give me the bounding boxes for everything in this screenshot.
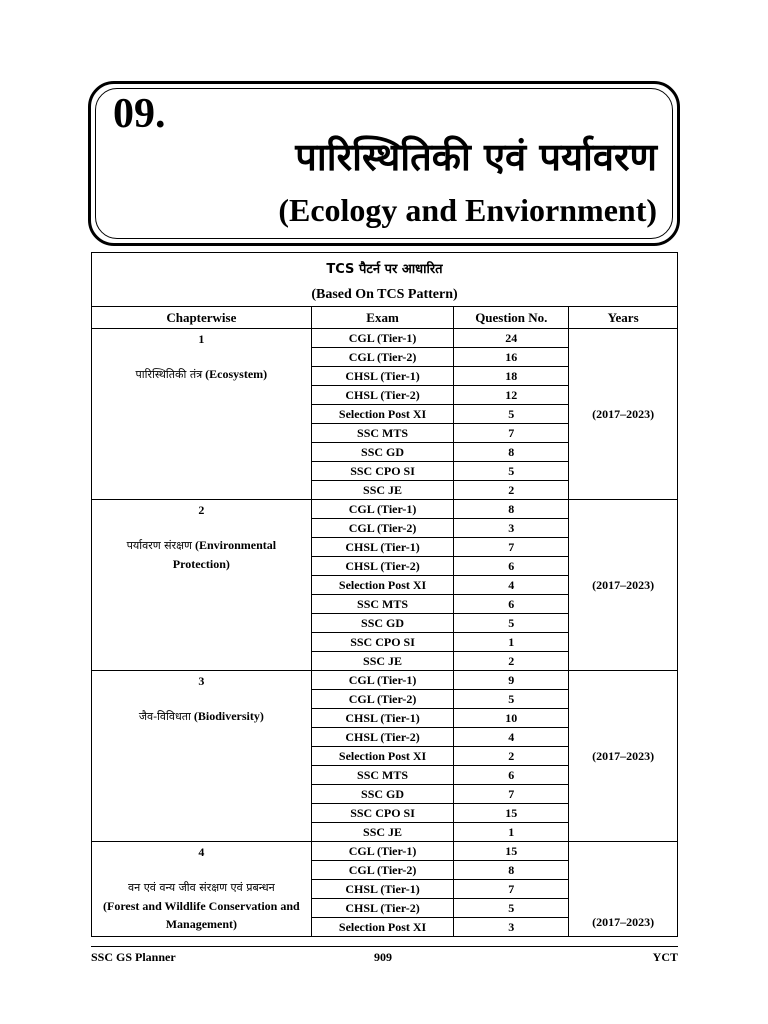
table-title-english: (Based On TCS Pattern) xyxy=(311,286,458,302)
chapter-name-hindi: पर्यावरण संरक्षण xyxy=(126,539,192,552)
chapter-cell xyxy=(92,329,312,500)
exam-cell: CHSL (Tier-2) xyxy=(311,728,454,747)
question-count-cell: 2 xyxy=(454,747,569,766)
table-row xyxy=(92,329,678,348)
question-count-cell: 1 xyxy=(454,633,569,652)
exam-cell: CHSL (Tier-1) xyxy=(311,538,454,557)
exam-cell: SSC MTS xyxy=(311,595,454,614)
exam-cell: SSC GD xyxy=(311,443,454,462)
question-count-cell: 3 xyxy=(454,519,569,538)
years-cell: (2017–2023) xyxy=(569,671,678,842)
table-row xyxy=(92,500,678,519)
exam-cell: CHSL (Tier-1) xyxy=(311,709,454,728)
question-count-cell: 15 xyxy=(454,804,569,823)
footer-publisher: YCT xyxy=(652,950,678,964)
chapter-name-hindi: वन एवं वन्य जीव संरक्षण एवं प्रबन्धन xyxy=(128,881,275,894)
chapter-cell xyxy=(92,671,312,842)
chapter-name xyxy=(92,365,311,384)
question-count-cell: 3 xyxy=(454,918,569,937)
exam-cell: CGL (Tier-1) xyxy=(311,671,454,690)
question-count-cell: 5 xyxy=(454,614,569,633)
exam-cell: SSC MTS xyxy=(311,424,454,443)
chapter-name-hindi: पारिस्थितिकी तंत्र xyxy=(135,368,203,381)
question-count-cell: 2 xyxy=(454,652,569,671)
chapter-name-english: (Forest and Wildlife Conservation and Management) xyxy=(103,899,300,931)
question-count-cell: 2 xyxy=(454,481,569,500)
years-cell: (2017–2023) xyxy=(569,329,678,500)
exam-cell: CHSL (Tier-2) xyxy=(311,386,454,405)
exam-cell: CHSL (Tier-2) xyxy=(311,557,454,576)
question-count-cell: 18 xyxy=(454,367,569,386)
chapter-name xyxy=(92,878,311,933)
exam-cell: SSC CPO SI xyxy=(311,462,454,481)
exam-cell: SSC GD xyxy=(311,785,454,804)
chapter-name-english: (Ecosystem) xyxy=(205,367,268,381)
chapter-name xyxy=(92,707,311,726)
question-count-cell: 5 xyxy=(454,899,569,918)
chapter-name-hindi: जैव-विविधता xyxy=(138,710,191,723)
chapter-name-english: (Biodiversity) xyxy=(193,709,264,723)
question-count-cell: 6 xyxy=(454,557,569,576)
question-count-cell: 8 xyxy=(454,500,569,519)
table-title-cell xyxy=(92,253,678,307)
years-cell: (2017–2023) xyxy=(569,500,678,671)
exam-cell: SSC JE xyxy=(311,823,454,842)
table-title-hindi: TCS पैटर्न पर आधारित xyxy=(326,261,443,277)
column-header-exam: Exam xyxy=(311,307,454,329)
question-count-cell: 12 xyxy=(454,386,569,405)
exam-cell: CHSL (Tier-2) xyxy=(311,899,454,918)
question-count-cell: 5 xyxy=(454,405,569,424)
footer-page-number: 909 xyxy=(374,950,392,964)
column-header-row xyxy=(92,307,678,329)
question-count-cell: 7 xyxy=(454,424,569,443)
question-count-cell: 7 xyxy=(454,538,569,557)
chapter-name-english: (Environmental Protection) xyxy=(172,538,277,571)
chapter-heading-box xyxy=(88,81,680,246)
exam-cell: SSC MTS xyxy=(311,766,454,785)
question-count-cell: 6 xyxy=(454,766,569,785)
exam-cell: Selection Post XI xyxy=(311,576,454,595)
years-cell: (2017–2023) xyxy=(569,842,678,937)
chapter-name xyxy=(92,536,311,573)
chapter-number: 09. xyxy=(113,91,166,137)
question-count-cell: 1 xyxy=(454,823,569,842)
chapter-index: 1 xyxy=(198,332,205,346)
column-header-chapterwise: Chapterwise xyxy=(92,307,312,329)
question-count-cell: 5 xyxy=(454,690,569,709)
chapter-title-hindi: पारिस्थितिकी एवं पर्यावरण xyxy=(295,135,657,179)
exam-cell: Selection Post XI xyxy=(311,747,454,766)
chapter-index: 4 xyxy=(198,845,205,859)
column-header-question-no: Question No. xyxy=(454,307,569,329)
question-count-cell: 4 xyxy=(454,576,569,595)
table-row xyxy=(92,842,678,861)
exam-cell: CGL (Tier-1) xyxy=(311,500,454,519)
question-count-cell: 24 xyxy=(454,329,569,348)
exam-cell: CGL (Tier-2) xyxy=(311,519,454,538)
chapter-cell xyxy=(92,842,312,937)
chapter-cell xyxy=(92,500,312,671)
question-count-cell: 7 xyxy=(454,785,569,804)
exam-cell: CGL (Tier-1) xyxy=(311,329,454,348)
footer-book-title: SSC GS Planner xyxy=(91,950,176,964)
exam-cell: SSC JE xyxy=(311,652,454,671)
question-count-cell: 6 xyxy=(454,595,569,614)
question-count-cell: 9 xyxy=(454,671,569,690)
question-distribution-table xyxy=(91,252,678,937)
question-count-cell: 15 xyxy=(454,842,569,861)
exam-cell: CGL (Tier-2) xyxy=(311,690,454,709)
exam-cell: Selection Post XI xyxy=(311,405,454,424)
chapter-index: 2 xyxy=(198,503,205,517)
question-count-cell: 7 xyxy=(454,880,569,899)
question-count-cell: 8 xyxy=(454,861,569,880)
question-count-cell: 10 xyxy=(454,709,569,728)
question-count-cell: 8 xyxy=(454,443,569,462)
question-count-cell: 16 xyxy=(454,348,569,367)
table-row xyxy=(92,671,678,690)
exam-cell: CGL (Tier-1) xyxy=(311,842,454,861)
exam-cell: CGL (Tier-2) xyxy=(311,861,454,880)
chapter-title-english: (Ecology and Enviornment) xyxy=(278,192,657,228)
exam-cell: CHSL (Tier-1) xyxy=(311,880,454,899)
chapter-index: 3 xyxy=(198,674,205,688)
exam-cell: SSC CPO SI xyxy=(311,804,454,823)
question-count-cell: 4 xyxy=(454,728,569,747)
exam-cell: Selection Post XI xyxy=(311,918,454,937)
exam-cell: SSC CPO SI xyxy=(311,633,454,652)
exam-cell: CHSL (Tier-1) xyxy=(311,367,454,386)
page-footer xyxy=(91,946,678,967)
question-count-cell: 5 xyxy=(454,462,569,481)
exam-cell: CGL (Tier-2) xyxy=(311,348,454,367)
exam-cell: SSC JE xyxy=(311,481,454,500)
exam-cell: SSC GD xyxy=(311,614,454,633)
table-title-row xyxy=(92,253,678,307)
column-header-years: Years xyxy=(569,307,678,329)
